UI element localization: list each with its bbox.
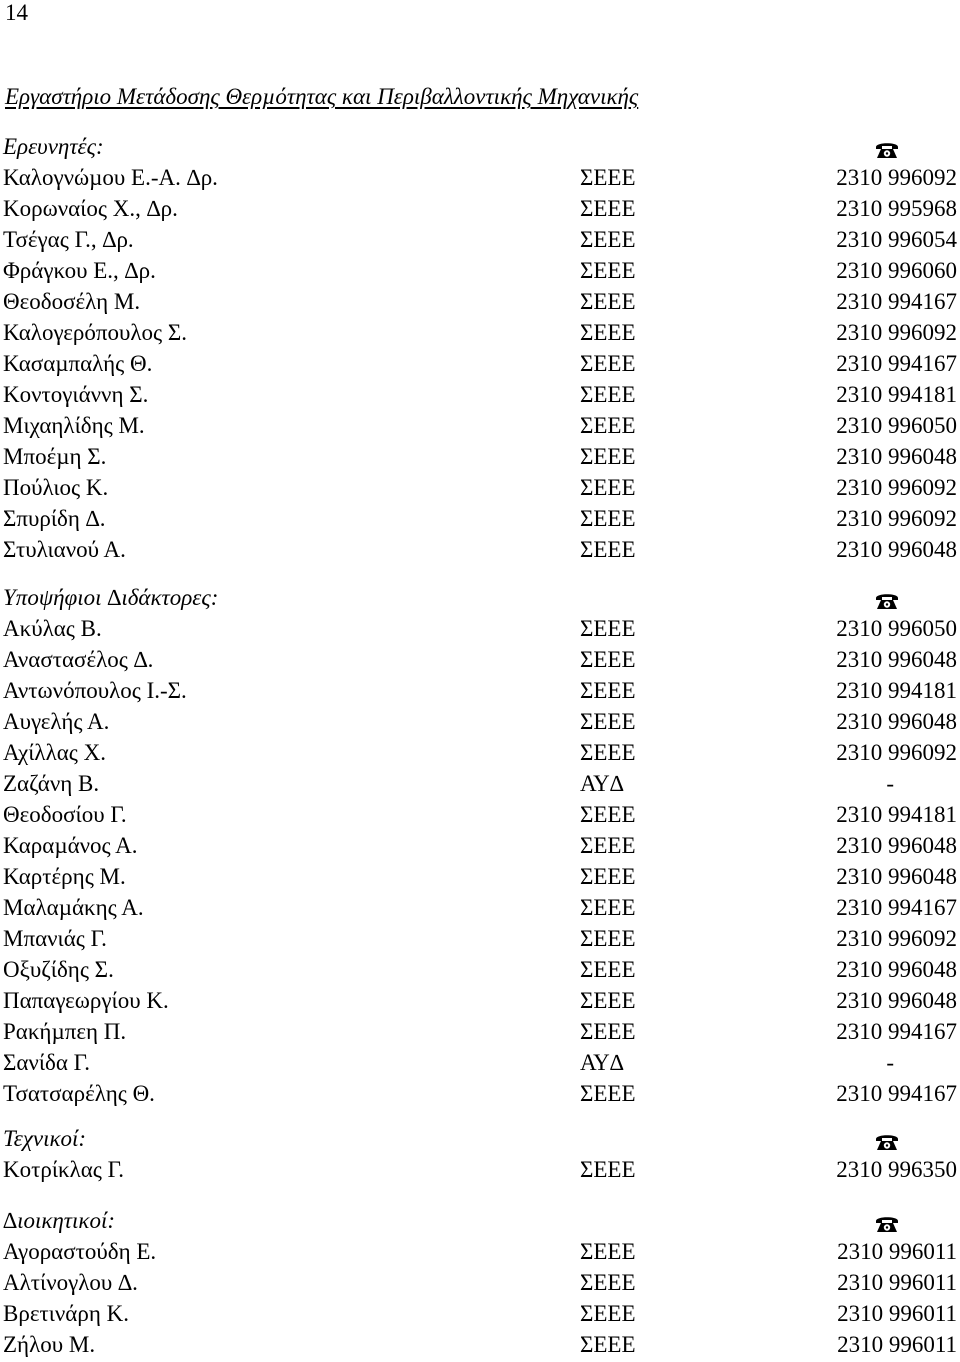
department: ΣΕΕΕ bbox=[580, 320, 636, 345]
list-item bbox=[0, 892, 960, 923]
list-item bbox=[0, 472, 960, 503]
section bbox=[0, 1123, 960, 1185]
phone-number: 2310 996050 bbox=[836, 413, 957, 438]
list-item bbox=[0, 410, 960, 441]
phone-number: 2310 994167 bbox=[836, 289, 957, 314]
document-title: Εργαστήριο Μετάδοσης Θερµότητας και Περιβαλλοντικής Μηχανικής bbox=[5, 84, 639, 109]
person-name: Κορωναίος Χ., ∆ρ. bbox=[3, 196, 178, 221]
list-item bbox=[0, 1329, 960, 1360]
department: ΣΕΕΕ bbox=[580, 413, 636, 438]
list-item bbox=[0, 1267, 960, 1298]
person-name: Θεοδοσέλη Μ. bbox=[3, 289, 141, 314]
department: ΣΕΕΕ bbox=[580, 475, 636, 500]
section-label: Τεχνικοί: bbox=[3, 1126, 87, 1151]
person-name: Πούλιος Κ. bbox=[3, 475, 109, 500]
phone-number: 2310 996048 bbox=[836, 833, 957, 858]
phone-number: 2310 996092 bbox=[836, 165, 957, 190]
person-name: Κοτρίκλας Γ. bbox=[3, 1157, 124, 1182]
phone-number: 2310 996054 bbox=[836, 227, 957, 252]
department: ΣΕΕΕ bbox=[580, 351, 636, 376]
department: ΣΕΕΕ bbox=[580, 196, 636, 221]
department: ΣΕΕΕ bbox=[580, 1157, 636, 1182]
phone-number: 2310 996048 bbox=[836, 864, 957, 889]
list-item bbox=[0, 1016, 960, 1047]
section-label: Υποψήφιοι ∆ιδάκτορες: bbox=[3, 585, 219, 610]
phone-number: 2310 994181 bbox=[836, 382, 957, 407]
department: ΣΕΕΕ bbox=[580, 1239, 636, 1264]
department: ΣΕΕΕ bbox=[580, 833, 636, 858]
person-name: Αυγελής Α. bbox=[3, 709, 110, 734]
phone-number: 2310 994181 bbox=[836, 678, 957, 703]
department: ΣΕΕΕ bbox=[580, 537, 636, 562]
person-name: Μαλαµάκης Α. bbox=[3, 895, 144, 920]
phone-number: 2310 995968 bbox=[836, 196, 957, 221]
phone-number: 2310 996060 bbox=[836, 258, 957, 283]
phone-number: - bbox=[886, 771, 894, 796]
person-name: Οξυζίδης Σ. bbox=[3, 957, 114, 982]
person-name: Μποέµη Σ. bbox=[3, 444, 107, 469]
person-name: Κοντογιάννη Σ. bbox=[3, 382, 149, 407]
person-name: Ζήλου Μ. bbox=[3, 1332, 96, 1357]
section-header bbox=[0, 1123, 960, 1154]
list-item bbox=[0, 162, 960, 193]
person-name: Μπανιάς Γ. bbox=[3, 926, 107, 951]
phone-number: 2310 996048 bbox=[836, 444, 957, 469]
phone-number: 2310 996092 bbox=[836, 475, 957, 500]
list-item bbox=[0, 799, 960, 830]
person-name: Αγοραστούδη Ε. bbox=[3, 1239, 157, 1264]
list-item bbox=[0, 193, 960, 224]
person-name: Θεοδοσίου Γ. bbox=[3, 802, 127, 827]
list-item bbox=[0, 1078, 960, 1109]
person-name: Μιχαηλίδης Μ. bbox=[3, 413, 145, 438]
person-name: Καρτέρης Μ. bbox=[3, 864, 126, 889]
phone-number: 2310 996092 bbox=[836, 740, 957, 765]
telephone-icon bbox=[874, 588, 900, 608]
department: ΣΕΕΕ bbox=[580, 895, 636, 920]
list-item bbox=[0, 1047, 960, 1078]
person-name: Παπαγεωργίου Κ. bbox=[3, 988, 169, 1013]
department: ΣΕΕΕ bbox=[580, 227, 636, 252]
list-item bbox=[0, 1236, 960, 1267]
person-name: Αλτίνογλου ∆. bbox=[3, 1270, 138, 1295]
telephone-icon bbox=[874, 1211, 900, 1231]
department: ΣΕΕΕ bbox=[580, 258, 636, 283]
department: ΣΕΕΕ bbox=[580, 740, 636, 765]
person-name: Στυλιανού Α. bbox=[3, 537, 126, 562]
list-item bbox=[0, 317, 960, 348]
list-item bbox=[0, 830, 960, 861]
phone-number: - bbox=[886, 1050, 894, 1075]
person-name: Φράγκου Ε., ∆ρ. bbox=[3, 258, 156, 283]
phone-number: 2310 996011 bbox=[837, 1239, 957, 1264]
department: ΑΥ∆ bbox=[580, 1050, 624, 1075]
section bbox=[0, 1205, 960, 1360]
person-name: Σανίδα Γ. bbox=[3, 1050, 90, 1075]
department: ΣΕΕΕ bbox=[580, 1301, 636, 1326]
person-name: Αντωνόπουλος Ι.-Σ. bbox=[3, 678, 187, 703]
phone-number: 2310 994167 bbox=[836, 1019, 957, 1044]
list-item bbox=[0, 706, 960, 737]
list-item bbox=[0, 861, 960, 892]
phone-number: 2310 996350 bbox=[836, 1157, 957, 1182]
list-item bbox=[0, 768, 960, 799]
person-name: Καραµάνος Α. bbox=[3, 833, 138, 858]
department: ΣΕΕΕ bbox=[580, 165, 636, 190]
phone-number: 2310 996092 bbox=[836, 320, 957, 345]
section bbox=[0, 582, 960, 1109]
department: ΣΕΕΕ bbox=[580, 709, 636, 734]
phone-number: 2310 996048 bbox=[836, 988, 957, 1013]
list-item bbox=[0, 613, 960, 644]
department: ΣΕΕΕ bbox=[580, 1332, 636, 1357]
person-name: Κασαµπαλής Θ. bbox=[3, 351, 153, 376]
list-item bbox=[0, 286, 960, 317]
department: ΣΕΕΕ bbox=[580, 988, 636, 1013]
person-name: Τσέγας Γ., ∆ρ. bbox=[3, 227, 134, 252]
list-item bbox=[0, 737, 960, 768]
department: ΣΕΕΕ bbox=[580, 1081, 636, 1106]
department: ΣΕΕΕ bbox=[580, 616, 636, 641]
department: ΑΥ∆ bbox=[580, 771, 624, 796]
list-item bbox=[0, 255, 960, 286]
phone-number: 2310 996011 bbox=[837, 1301, 957, 1326]
page-number: 14 bbox=[5, 0, 28, 25]
list-item bbox=[0, 985, 960, 1016]
list-item bbox=[0, 923, 960, 954]
list-item bbox=[0, 224, 960, 255]
phone-number: 2310 996050 bbox=[836, 616, 957, 641]
phone-number: 2310 996048 bbox=[836, 957, 957, 982]
section-header bbox=[0, 582, 960, 613]
section-label: ∆ιοικητικοί: bbox=[3, 1208, 116, 1233]
phone-number: 2310 994167 bbox=[836, 895, 957, 920]
list-item bbox=[0, 534, 960, 565]
list-item bbox=[0, 503, 960, 534]
phone-number: 2310 996092 bbox=[836, 926, 957, 951]
phone-number: 2310 996011 bbox=[837, 1332, 957, 1357]
person-name: Ρακήµπεη Π. bbox=[3, 1019, 127, 1044]
list-item bbox=[0, 348, 960, 379]
person-name: Τσατσαρέλης Θ. bbox=[3, 1081, 155, 1106]
phone-number: 2310 996048 bbox=[836, 537, 957, 562]
department: ΣΕΕΕ bbox=[580, 802, 636, 827]
phone-number: 2310 996048 bbox=[836, 647, 957, 672]
department: ΣΕΕΕ bbox=[580, 678, 636, 703]
department: ΣΕΕΕ bbox=[580, 647, 636, 672]
phone-number: 2310 994167 bbox=[836, 1081, 957, 1106]
section bbox=[0, 131, 960, 565]
telephone-icon bbox=[874, 1129, 900, 1149]
department: ΣΕΕΕ bbox=[580, 506, 636, 531]
department: ΣΕΕΕ bbox=[580, 1270, 636, 1295]
list-item bbox=[0, 1298, 960, 1329]
phone-number: 2310 996048 bbox=[836, 709, 957, 734]
phone-number: 2310 996092 bbox=[836, 506, 957, 531]
department: ΣΕΕΕ bbox=[580, 864, 636, 889]
person-name: Ακύλας Β. bbox=[3, 616, 102, 641]
department: ΣΕΕΕ bbox=[580, 289, 636, 314]
person-name: Σπυρίδη ∆. bbox=[3, 506, 106, 531]
person-name: Βρετινάρη Κ. bbox=[3, 1301, 129, 1326]
department: ΣΕΕΕ bbox=[580, 926, 636, 951]
person-name: Καλογνώµου Ε.-Α. ∆ρ. bbox=[3, 165, 218, 190]
person-name: Ζαζάνη Β. bbox=[3, 771, 100, 796]
section-header bbox=[0, 1205, 960, 1236]
department: ΣΕΕΕ bbox=[580, 1019, 636, 1044]
section-label: Ερευνητές: bbox=[3, 134, 104, 159]
list-item bbox=[0, 644, 960, 675]
phone-number: 2310 996011 bbox=[837, 1270, 957, 1295]
list-item bbox=[0, 379, 960, 410]
person-name: Καλογερόπουλος Σ. bbox=[3, 320, 188, 345]
list-item bbox=[0, 675, 960, 706]
list-item bbox=[0, 954, 960, 985]
phone-number: 2310 994167 bbox=[836, 351, 957, 376]
department: ΣΕΕΕ bbox=[580, 444, 636, 469]
list-item bbox=[0, 1154, 960, 1185]
telephone-icon bbox=[874, 137, 900, 157]
department: ΣΕΕΕ bbox=[580, 957, 636, 982]
person-name: Αχίλλας Χ. bbox=[3, 740, 106, 765]
department: ΣΕΕΕ bbox=[580, 382, 636, 407]
list-item bbox=[0, 441, 960, 472]
section-header bbox=[0, 131, 960, 162]
phone-number: 2310 994181 bbox=[836, 802, 957, 827]
person-name: Αναστασέλος ∆. bbox=[3, 647, 154, 672]
